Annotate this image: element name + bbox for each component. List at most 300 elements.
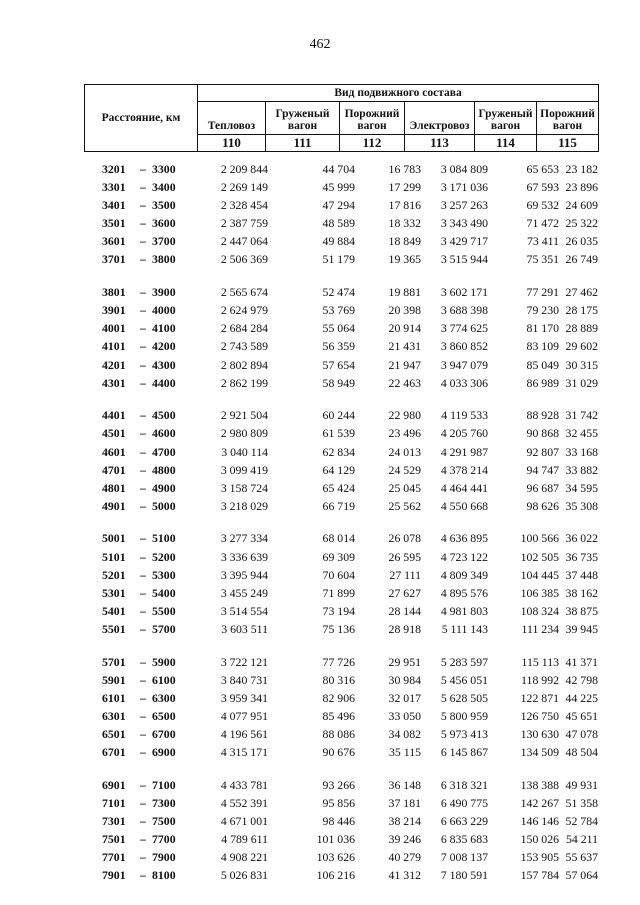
table-cell: 23 182	[565, 162, 598, 176]
table-cell: 3 603 511	[221, 621, 268, 636]
table-cell: 67 593	[526, 180, 559, 195]
table-cell: 31 742	[565, 408, 598, 423]
distance-to: 4500	[152, 408, 176, 423]
table-cell: 2 447 064	[220, 234, 268, 249]
table-cell: 3 688 398	[440, 303, 488, 318]
table-cell: 35 308	[565, 498, 598, 513]
range-dash: –	[140, 727, 146, 741]
table-cell: 4 723 122	[440, 549, 488, 564]
distance-range	[84, 671, 200, 689]
table-cell: 77 726	[322, 654, 355, 669]
table-body	[84, 160, 598, 899]
table-cell: 146 146	[520, 813, 559, 828]
table-cell: 17 816	[388, 198, 421, 213]
table-cell: 5 111 143	[441, 621, 488, 636]
table-row	[84, 812, 598, 830]
distance-to: 4000	[152, 303, 176, 318]
distance-from: 4501	[102, 426, 126, 441]
table-cell: 75 351	[526, 252, 559, 267]
distance-to: 6300	[152, 690, 176, 705]
table-row	[84, 830, 598, 848]
table-cell: 88 928	[526, 408, 559, 423]
table-cell: 19 365	[388, 252, 421, 267]
table-cell: 5 973 413	[440, 727, 488, 741]
table-cell: 2 624 979	[220, 303, 268, 318]
table-cell: 62 834	[322, 444, 355, 459]
table-cell: 38 875	[565, 603, 598, 618]
table-cell: 3 840 731	[220, 672, 268, 687]
table-cell: 3 336 639	[220, 549, 268, 564]
table-cell: 2 565 674	[220, 285, 268, 300]
distance-from: 5901	[102, 672, 126, 687]
table-cell: 3 218 029	[220, 498, 268, 513]
table-cell: 3 429 717	[440, 234, 488, 249]
distance-from: 4801	[102, 480, 126, 495]
distance-from: 3501	[102, 216, 126, 231]
table-cell: 6 835 683	[440, 832, 488, 847]
distance-to: 5200	[152, 549, 176, 564]
distance-to: 4200	[152, 339, 176, 354]
distance-range	[84, 424, 200, 442]
distance-to: 3700	[152, 234, 176, 249]
table-cell: 69 309	[322, 549, 355, 564]
range-dash: –	[140, 549, 146, 564]
table-cell: 4 636 895	[440, 531, 488, 546]
table-cell: 42 798	[565, 672, 598, 687]
distance-range	[84, 529, 200, 547]
table-cell: 7 180 591	[440, 868, 488, 883]
table-cell: 90 676	[322, 745, 355, 760]
table-cell: 22 980	[388, 408, 421, 423]
table-cell: 18 849	[388, 234, 421, 249]
distance-from: 3601	[102, 234, 126, 249]
table-cell: 33 050	[388, 708, 421, 723]
distance-to: 4100	[152, 321, 176, 336]
range-dash: –	[140, 321, 146, 336]
distance-from: 6501	[102, 727, 126, 741]
distance-to: 8100	[152, 868, 176, 883]
table-cell: 4 908 221	[220, 850, 268, 865]
table-cell: 65 653	[526, 162, 559, 176]
table-cell: 25 045	[388, 480, 421, 495]
table-cell: 2 684 284	[220, 321, 268, 336]
table-row	[84, 178, 598, 196]
table-cell: 23 896	[565, 180, 598, 195]
table-cell: 26 078	[388, 531, 421, 546]
distance-to: 3600	[152, 216, 176, 231]
table-cell: 20 914	[388, 321, 421, 336]
table-row	[84, 374, 598, 392]
table-row	[84, 283, 598, 301]
table-cell: 34 082	[388, 727, 421, 741]
table-cell: 57 654	[322, 357, 355, 372]
range-dash: –	[140, 234, 146, 249]
distance-to: 5700	[152, 621, 176, 636]
table-cell: 85 496	[322, 708, 355, 723]
table-cell: 3 343 490	[440, 216, 488, 231]
table-cell: 29 951	[388, 654, 421, 669]
distance-from: 4101	[102, 339, 126, 354]
distance-range	[84, 776, 200, 794]
table-row	[84, 461, 598, 479]
table-cell: 2 743 589	[220, 339, 268, 354]
distance-to: 7100	[152, 777, 176, 792]
table-cell: 69 532	[526, 198, 559, 213]
range-dash: –	[140, 252, 146, 267]
range-dash: –	[140, 480, 146, 495]
range-dash: –	[140, 868, 146, 883]
distance-range	[84, 214, 200, 232]
table-cell: 118 992	[521, 672, 559, 687]
distance-to: 5500	[152, 603, 176, 618]
table-cell: 33 882	[565, 462, 598, 477]
range-dash: –	[140, 531, 146, 546]
table-cell: 24 013	[388, 444, 421, 459]
table-row	[84, 424, 598, 442]
table-cell: 4 550 668	[440, 498, 488, 513]
range-dash: –	[140, 850, 146, 865]
table-cell: 4 552 391	[220, 795, 268, 810]
table-cell: 77 291	[526, 285, 559, 300]
table-cell: 47 078	[565, 727, 598, 741]
distance-from: 3201	[102, 162, 126, 176]
table-cell: 26 749	[565, 252, 598, 267]
table-cell: 4 433 781	[220, 777, 268, 792]
table-cell: 126 750	[520, 708, 559, 723]
table-row	[84, 653, 598, 671]
table-cell: 66 719	[322, 498, 355, 513]
distance-range	[84, 283, 200, 301]
table-cell: 41 371	[565, 654, 598, 669]
distance-from: 4401	[102, 408, 126, 423]
distance-from: 6701	[102, 745, 126, 760]
table-cell: 88 086	[322, 727, 355, 741]
distance-from: 5401	[102, 603, 126, 618]
table-cell: 2 387 759	[220, 216, 268, 231]
table-cell: 53 769	[322, 303, 355, 318]
table-cell: 49 884	[322, 234, 355, 249]
table-row	[84, 689, 598, 707]
table-cell: 3 099 419	[220, 462, 268, 477]
range-dash: –	[140, 498, 146, 513]
distance-range	[84, 707, 200, 725]
table-cell: 27 627	[388, 585, 421, 600]
table-cell: 5 800 959	[440, 708, 488, 723]
table-cell: 52 784	[565, 813, 598, 828]
distance-from: 7301	[102, 813, 126, 828]
table-cell: 6 318 321	[440, 777, 488, 792]
table-cell: 4 196 561	[220, 727, 268, 741]
distance-from: 4201	[102, 357, 126, 372]
range-dash: –	[140, 745, 146, 760]
table-cell: 106 216	[316, 868, 355, 883]
distance-range	[84, 178, 200, 196]
table-row	[84, 848, 598, 866]
distance-range	[84, 725, 200, 743]
table-cell: 28 918	[388, 621, 421, 636]
distance-from: 5001	[102, 531, 126, 546]
table-row	[84, 548, 598, 566]
table-cell: 16 783	[388, 162, 421, 176]
table-cell: 130 630	[520, 727, 559, 741]
distance-to: 6100	[152, 672, 176, 687]
table-cell: 45 999	[322, 180, 355, 195]
table-cell: 60 244	[322, 408, 355, 423]
distance-range	[84, 461, 200, 479]
range-dash: –	[140, 813, 146, 828]
distance-range	[84, 566, 200, 584]
table-row	[84, 337, 598, 355]
table-row	[84, 250, 598, 268]
table-cell: 4 464 441	[440, 480, 488, 495]
table-cell: 61 539	[322, 426, 355, 441]
table-cell: 106 385	[520, 585, 559, 600]
distance-to: 3400	[152, 180, 176, 195]
table-cell: 6 490 775	[440, 795, 488, 810]
table-cell: 95 856	[322, 795, 355, 810]
table-cell: 3 947 079	[440, 357, 488, 372]
distance-from: 7701	[102, 850, 126, 865]
distance-to: 3500	[152, 198, 176, 213]
table-row	[84, 566, 598, 584]
table-row	[84, 319, 598, 337]
distance-from: 5301	[102, 585, 126, 600]
table-cell: 32 017	[388, 690, 421, 705]
distance-from: 4901	[102, 498, 126, 513]
table-cell: 17 299	[388, 180, 421, 195]
range-dash: –	[140, 216, 146, 231]
distance-to: 4400	[152, 375, 176, 390]
table-cell: 5 456 051	[440, 672, 488, 687]
table-cell: 3 040 114	[221, 444, 268, 459]
distance-to: 4300	[152, 357, 176, 372]
distance-from: 3801	[102, 285, 126, 300]
distance-range	[84, 584, 200, 602]
distance-to: 3900	[152, 285, 176, 300]
distance-to: 5100	[152, 531, 176, 546]
table-cell: 68 014	[322, 531, 355, 546]
table-cell: 4 895 576	[440, 585, 488, 600]
table-cell: 33 168	[565, 444, 598, 459]
table-cell: 36 148	[388, 777, 421, 792]
table-cell: 37 181	[388, 795, 421, 810]
table-cell: 3 171 036	[440, 180, 488, 195]
range-dash: –	[140, 357, 146, 372]
distance-from: 7901	[102, 868, 126, 883]
table-cell: 25 562	[388, 498, 421, 513]
range-dash: –	[140, 603, 146, 618]
distance-range	[84, 497, 200, 515]
table-cell: 38 162	[565, 585, 598, 600]
table-cell: 157 784	[520, 868, 559, 883]
distance-range	[84, 337, 200, 355]
distance-range	[84, 356, 200, 374]
table-cell: 39 246	[388, 832, 421, 847]
row-group	[84, 776, 598, 885]
table-cell: 55 064	[322, 321, 355, 336]
range-dash: –	[140, 180, 146, 195]
table-cell: 115 113	[521, 654, 559, 669]
table-cell: 20 398	[388, 303, 421, 318]
table-cell: 44 225	[565, 690, 598, 705]
table-cell: 3 774 625	[440, 321, 488, 336]
table-cell: 54 211	[565, 832, 598, 847]
table-cell: 24 529	[388, 462, 421, 477]
table-row	[84, 671, 598, 689]
distance-to: 3800	[152, 252, 176, 267]
table-cell: 3 257 263	[440, 198, 488, 213]
table-cell: 23 496	[388, 426, 421, 441]
table-cell: 100 566	[520, 531, 559, 546]
column-header: Тепловоз	[198, 102, 266, 135]
distance-to: 6900	[152, 745, 176, 760]
distance-from: 4701	[102, 462, 126, 477]
table-cell: 51 179	[322, 252, 355, 267]
table-cell: 51 358	[565, 795, 598, 810]
column-header: Порожний вагон	[537, 102, 599, 135]
table-cell: 2 506 369	[220, 252, 268, 267]
distance-from: 3701	[102, 252, 126, 267]
row-group	[84, 283, 598, 392]
distance-range	[84, 232, 200, 250]
table-cell: 28 144	[388, 603, 421, 618]
table-cell: 36 022	[565, 531, 598, 546]
table-row	[84, 232, 598, 250]
table-cell: 21 431	[388, 339, 421, 354]
table-row	[84, 479, 598, 497]
table-cell: 4 291 987	[440, 444, 488, 459]
table-cell: 80 316	[322, 672, 355, 687]
table-cell: 31 029	[565, 375, 598, 390]
distance-range	[84, 848, 200, 866]
distance-from: 4001	[102, 321, 126, 336]
distance-range	[84, 196, 200, 214]
table-cell: 22 463	[388, 375, 421, 390]
distance-to: 4900	[152, 480, 176, 495]
table-cell: 4 981 803	[440, 603, 488, 618]
table-cell: 2 921 504	[220, 408, 268, 423]
table-cell: 25 322	[565, 216, 598, 231]
page-number: 462	[309, 37, 331, 52]
table-cell: 26 035	[565, 234, 598, 249]
table-cell: 58 949	[322, 375, 355, 390]
table-cell: 28 175	[565, 303, 598, 318]
table-cell: 98 446	[322, 813, 355, 828]
range-dash: –	[140, 444, 146, 459]
table-row	[84, 301, 598, 319]
table-cell: 41 312	[388, 868, 421, 883]
range-dash: –	[140, 408, 146, 423]
table-cell: 104 445	[520, 567, 559, 582]
table-cell: 4 205 760	[440, 426, 488, 441]
distance-range	[84, 479, 200, 497]
range-dash: –	[140, 621, 146, 636]
table-cell: 142 267	[520, 795, 559, 810]
table-row	[84, 707, 598, 725]
table-cell: 28 889	[565, 321, 598, 336]
table-cell: 2 269 149	[220, 180, 268, 195]
range-dash: –	[140, 777, 146, 792]
table-cell: 94 747	[526, 462, 559, 477]
table-cell: 36 735	[565, 549, 598, 564]
distance-to: 7700	[152, 832, 176, 847]
distance-range	[84, 548, 200, 566]
range-dash: –	[140, 690, 146, 705]
table-cell: 4 378 214	[440, 462, 488, 477]
table-cell: 2 980 809	[220, 426, 268, 441]
table-cell: 5 026 831	[220, 868, 268, 883]
distance-range	[84, 443, 200, 461]
table-cell: 79 230	[526, 303, 559, 318]
row-group	[84, 653, 598, 762]
table-cell: 134 509	[520, 745, 559, 760]
distance-from: 3401	[102, 198, 126, 213]
table-row	[84, 443, 598, 461]
table-cell: 3 602 171	[440, 285, 488, 300]
distance-from: 5101	[102, 549, 126, 564]
table-row	[84, 406, 598, 424]
range-dash: –	[140, 672, 146, 687]
table-cell: 71 899	[322, 585, 355, 600]
table-cell: 3 514 554	[220, 603, 268, 618]
range-dash: –	[140, 567, 146, 582]
table-row	[84, 584, 598, 602]
range-dash: –	[140, 708, 146, 723]
table-cell: 70 604	[322, 567, 355, 582]
distance-from: 4601	[102, 444, 126, 459]
table-cell: 4 809 349	[440, 567, 488, 582]
distance-to: 7900	[152, 850, 176, 865]
table-row	[84, 776, 598, 794]
table-cell: 37 448	[565, 567, 598, 582]
table-cell: 85 049	[526, 357, 559, 372]
distance-to: 5300	[152, 567, 176, 582]
distance-from: 3901	[102, 303, 126, 318]
table-cell: 108 324	[520, 603, 559, 618]
range-dash: –	[140, 426, 146, 441]
distance-from: 5201	[102, 567, 126, 582]
table-cell: 103 626	[316, 850, 355, 865]
distance-to: 6700	[152, 727, 176, 741]
distance-range	[84, 689, 200, 707]
row-group	[84, 406, 598, 515]
range-dash: –	[140, 303, 146, 318]
table-cell: 4 077 951	[220, 708, 268, 723]
table-cell: 3 084 809	[440, 162, 488, 176]
table-cell: 32 455	[565, 426, 598, 441]
table-cell: 5 283 597	[440, 654, 488, 669]
column-header: Груженый вагон	[266, 102, 340, 135]
table-cell: 45 651	[565, 708, 598, 723]
table-row	[84, 725, 598, 743]
range-dash: –	[140, 375, 146, 390]
rolling-stock-header: Вид подвижного состава	[198, 85, 599, 102]
table-cell: 35 115	[388, 745, 421, 760]
table-cell: 122 871	[520, 690, 559, 705]
table-cell: 3 455 249	[220, 585, 268, 600]
distance-range	[84, 794, 200, 812]
table-cell: 4 789 611	[221, 832, 268, 847]
table-cell: 34 595	[565, 480, 598, 495]
distance-range	[84, 866, 200, 884]
table-cell: 39 945	[565, 621, 598, 636]
distance-from: 6301	[102, 708, 126, 723]
table-cell: 30 315	[565, 357, 598, 372]
distance-range	[84, 812, 200, 830]
distance-to: 3300	[152, 162, 176, 176]
distance-range	[84, 374, 200, 392]
table-row	[84, 214, 598, 232]
